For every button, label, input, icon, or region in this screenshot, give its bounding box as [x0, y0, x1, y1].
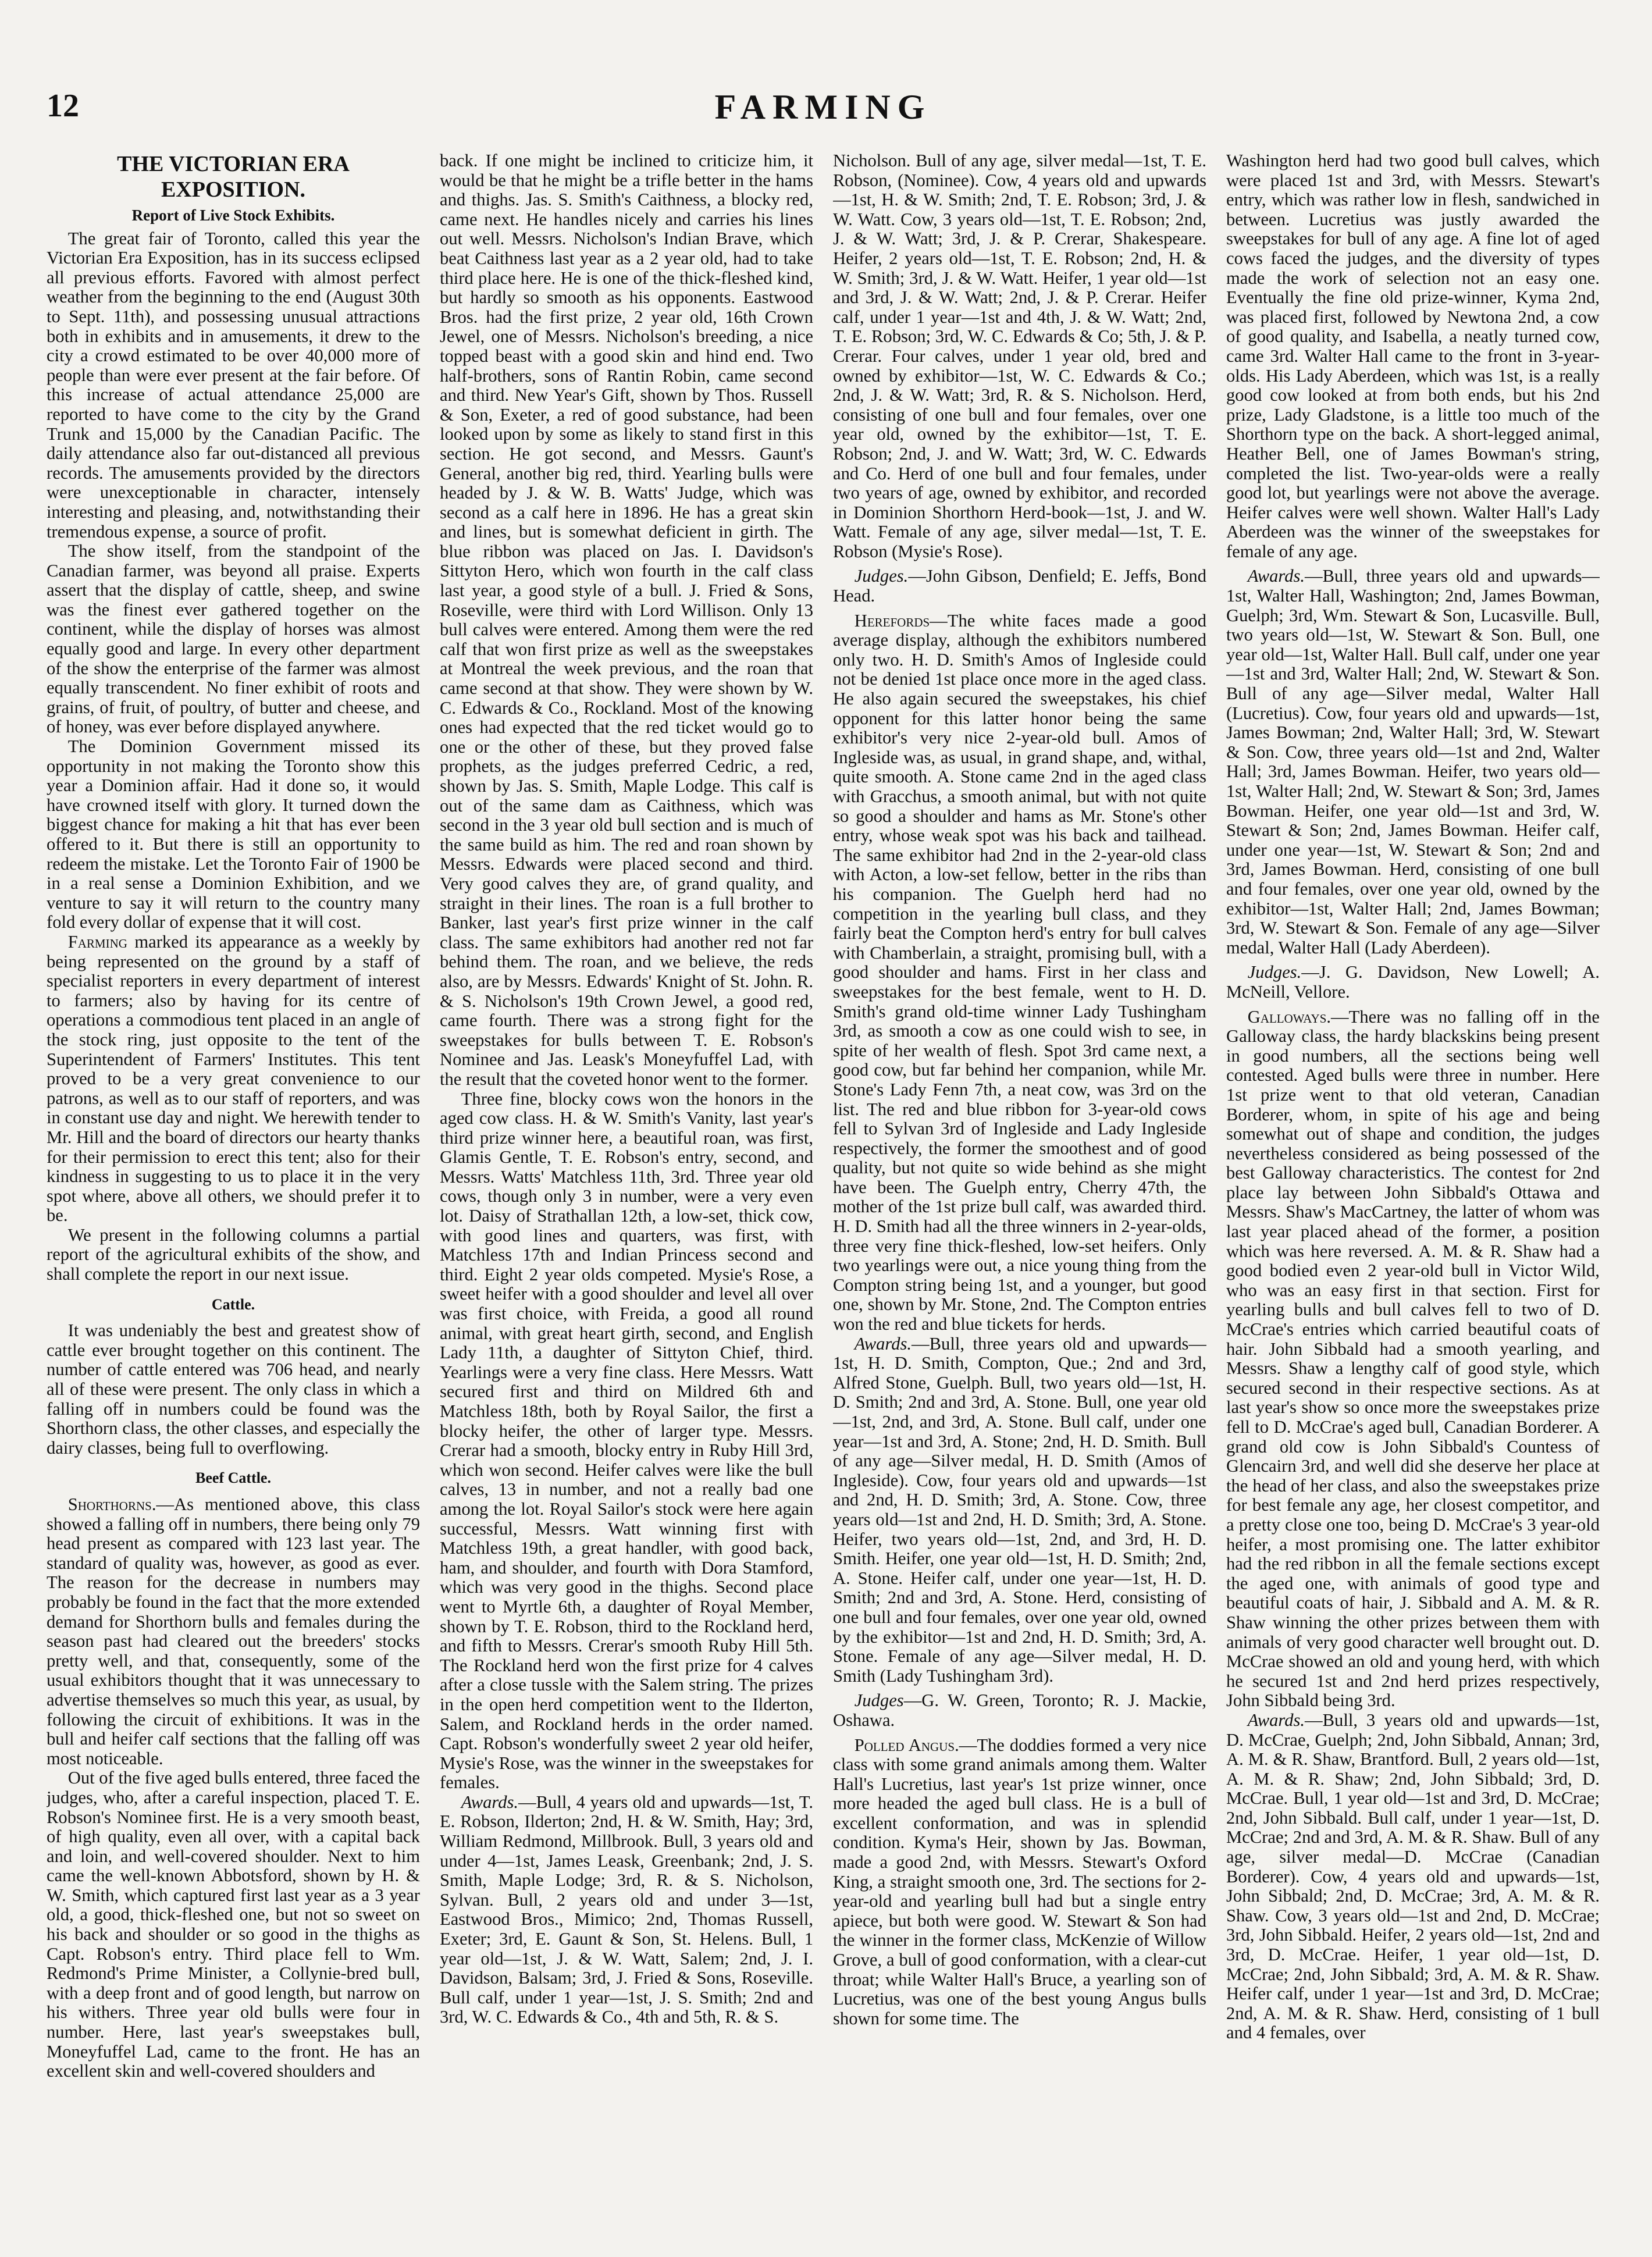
paragraph [833, 611, 1206, 1334]
column-3 [833, 151, 1206, 2222]
judges-body: —J. G. Davidson, New Lowell; A. McNeill, Vellore. [1226, 962, 1600, 1002]
awards-label: Awards. [1247, 1710, 1305, 1730]
paragraph-lead: Polled Angus. [854, 1735, 959, 1755]
judges-body: —G. W. Green, Toronto; R. J. Mackie, Oshawa. [833, 1690, 1206, 1730]
judges-line [833, 1691, 1206, 1730]
paragraph: back. If one might be inclined to criticize him, it would be that he might be a trifle better in the hams and thighs. Jas. S. Smith's Caithness, a blocky red, came next. He handles nicely and carries his lines out well. Messrs. Nicholson's Indian Brave, which beat Caithness last year as a 2 year old, had to take third place here. He is one of the thick-fleshed kind, but hardly so smooth as his opponents. Eastwood Bros. had the first prize, 2 year old, 16th Crown Jewel, one of Messrs. Nicholson's breeding, a nice topped beast with a good skin and hind end. Two half-brothers, sons of Rantin Robin, came second and third. New Year's Gift, shown by Thos. Russell & Son, Exeter, a red of good substance, had been looked upon by some as likely to stand first in this section. He got second, and Messrs. Gaunt's General, another big red, third. Yearling bulls were headed by J. & W. B. Watts' Judge, which was second as a calf here in 1896. He has a great skin and lines, but is somewhat deficient in girth. The blue ribbon was placed on Jas. I. Davidson's Sittyton Hero, which won fourth in the calf class last year, a good style of a bull. J. Fried & Sons, Roseville, were third with Lord Willison. Only 13 bull calves were entered. Among them were the red calf that won first prize as well as the sweepstakes at Montreal the week previous, and the roan that came second at that show. They were shown by W. C. Edwards & Co., Rockland. Most of the knowing ones had expected that the red ticket would go to one or the other of these, but they proved false prophets, as the judges preferred Cedric, a red, shown by Jas. S. Smith, Maple Lodge. This calf is out of the same dam as Caithness, which was second in the 3 year old bull section and is much of the same build as him. The red and roan shown by Messrs. Edwards were placed second and third. Very good calves they are, of grand quality, and straight in their lines. The roan is a full brother to Banker, last year's first prize winner in the calf class. The same exhibitors had another red not far behind them. The roan, and we believe, the reds also, are by Messrs. Edwards' Knight of St. John. R. & S. Nicholson's 19th Crown Jewel, a good red, came fourth. There was a strong fight for the sweepstakes for bulls between T. E. Robson's Nominee and Jas. Leask's Moneyfuffel Lad, with the result that the coveted honor went to the former. [440, 151, 813, 1089]
awards-label: Awards. [1247, 566, 1305, 586]
paragraph-lead: Herefords [854, 610, 930, 631]
paragraph [47, 932, 420, 1226]
paragraph-lead: Galloways. [1247, 1006, 1331, 1027]
columns [47, 151, 1600, 2222]
running-title: FARMING [714, 88, 932, 126]
paragraph-body: —The doddies formed a very nice class with some grand animals among them. Walter Hall's Lucretius, last year's 1st prize winner, once more headed the aged bull class. He is a bull of excellent conformation, and was in splendid condition. Kyma's Heir, shown by Jas. Bowman, made a good 2nd, with Messrs. Stewart's Oxford King, a straight smooth one, 3rd. The sections for 2-year-old and yearling bull had but a single entry apiece, but both were good. W. Stewart & Son had the winner in the former class, McKenzie of Willow Grove, a bull of good conformation, with a clear-cut throat; while Walter Hall's Bruce, a yearling son of Lucretius, was one of the best young Angus bulls shown for some time. The [833, 1735, 1206, 2028]
paragraph-body: —The white faces made a good average display, although the exhibitors numbered only two. H. D. Smith's Amos of Ingleside could not be denied 1st place once more in the aged class. He also again secured the sweepstakes, his chief opponent for this latter honor being the same exhibitor's very nice 2-year-old bull. Amos of Ingleside was, as usual, in grand shape, and, withal, quite smooth. A. Stone came 2nd in the aged class with Gracchus, a smooth animal, but with not quite so good a shoulder and hams as Mr. Stone's other entry, whose weak spot was his back and tailhead. The same exhibitor had 2nd in the 2-year-old class with Acton, a low-set fellow, better in the ribs than his companion. The Guelph herd had no competition in the yearling bull class, and they fairly beat the Compton herd's entry for bull calves with Chamberlain, a straight, promising bull, with a good shoulder and hams. First in her class and sweepstakes for the best female, went to H. D. Smith's grand old-time winner Lady Tushingham 3rd, as smooth a cow as one could wish to see, in spite of her wealth of flesh. Spot 3rd came next, a good cow, but far behind her companion, while Mr. Stone's Lady Fenn 7th, a neat cow, was 3rd on the list. The red and blue ribbon for 3-year-old cows fell to Sylvan 3rd of Ingleside and Lady Ingleside respectively, the former the smoothest and of good quality, but not quite so wide behind as she might have been. The Guelph entry, Cherry 47th, the mother of the 1st prize bull calf, was awarded third. H. D. Smith had all the three winners in 2-year-olds, three very fine thick-fleshed, low-set heifers. Only two yearlings were out, a nice young thing from the Compton string being 1st, and a younger, but good one, shown by Mr. Stone, 2nd. The Compton entries won the red and blue tickets for herds. [833, 610, 1206, 1334]
awards-body: —Bull, three years old and upwards—1st, H. D. Smith, Compton, Que.; 2nd and 3rd, Alfred Stone, Guelph. Bull, two years old—1st, H. D. Smith; 2nd and 3rd, A. Stone. Bull, one year old—1st, 2nd, and 3rd, A. Stone. Bull calf, under one year—1st and 3rd, A. Stone; 2nd, H. D. Smith. Bull of any age—Silver medal, H. D. Smith (Amos of Ingleside). Cow, four years old and upwards—1st and 2nd, H. D. Smith; 3rd, A. Stone. Cow, three years old—1st and 2nd, H. D. Smith; 3rd, A. Stone. Heifer, two years old—1st, 2nd, and 3rd, H. D. Smith. Heifer, one year old—1st, H. D. Smith; 2nd, A. Stone. Heifer calf, under one year—1st, H. D. Smith; 2nd and 3rd, A. Stone. Herd, consisting of one bull and four females, over one year old, owned by the exhibitor—1st and 2nd, H. D. Smith; 3rd, A. Stone. Female of any age—Silver medal, H. D. Smith (Lady Tushingham 3rd). [833, 1333, 1206, 1686]
judges-label: Judges. [1247, 962, 1302, 982]
awards-body: —Bull, three years old and upwards—1st, Walter Hall, Washington; 2nd, James Bowman, Guelph; 3rd, Wm. Stewart & Son, Lucasville. Bull, two years old—1st, W. Stewart & Son. Bull, one year old—1st, Walter Hall. Bull calf, under one year—1st and 3rd, Walter Hall; 2nd, W. Stewart & Son. Bull of any age—Silver medal, Walter Hall (Lucretius). Cow, four years old and upwards—1st, James Bowman; 2nd, Walter Hall; 3rd, W. Stewart & Son. Cow, three years old—1st and 2nd, Walter Hall; 3rd, James Bowman. Heifer, two years old—1st, Walter Hall; 2nd, W. Stewart & Son; 3rd, James Bowman. Heifer, one year old—1st and 3rd, W. Stewart & Son; 2nd, James Bowman. Heifer calf, under one year—1st, W. Stewart & Son; 2nd and 3rd, James Bowman. Herd, consisting of one bull and four females, over one year old, owned by the exhibitor—1st, Walter Hall; 2nd, James Bowman; 3rd, W. Stewart & Son. Female of any age—Silver medal, Walter Hall (Lady Aberdeen). [1226, 566, 1600, 957]
page-header [47, 87, 1600, 151]
paragraph-body: —As mentioned above, this class showed a falling off in numbers, there being only 79 head present as compared with 123 last year. The standard of quality was, however, as good as ever. The reason for the decrease in numbers may probably be found in the fact that the more extended demand for Shorthorn bulls and females during the season past had cleared out the breeders' stocks pretty well, and that, consequently, some of the usual exhibitors thought that it was unnecessary to advertise themselves so much this year, as usual, by following the circuit of exhibitions. It was in the bull and heifer calf sections that the falling off was most noticeable. [47, 1494, 420, 1768]
paragraph [1226, 1008, 1600, 1711]
section-heading: Cattle. [211, 1295, 255, 1313]
judges-line [833, 567, 1206, 606]
judges-body: —John Gibson, Denfield; E. Jeffs, Bond Head. [833, 566, 1206, 606]
awards-paragraph [833, 1334, 1206, 1686]
judges-label: Judges [854, 1690, 904, 1711]
paragraph-lead: Shorthorns. [67, 1494, 156, 1514]
awards-label: Awards. [854, 1333, 912, 1354]
paragraph: The show itself, from the standpoint of the Canadian farmer, was beyond all praise. Experts assert that the display of cattle, sheep, and swine was the finest ever gathered together on the continent, while the display of horses was almost equally good and large. In every other department of the show the enterprise of the farmer was almost equally transcendent. No finer exhibit of roots and grains, of fruit, of poultry, of butter and cheese, and of honey, was ever before displayed anywhere. [47, 541, 420, 737]
paragraph: Washington herd had two good bull calves, which were placed 1st and 3rd, with Messrs. Stewart's entry, which was rather low in flesh, sandwiched in between. Lucretius was justly awarded the sweepstakes for bull of any age. A fine lot of aged cows faced the judges, and the diversity of types made the work of selection not an easy one. Eventually the fine old prize-winner, Kyma 2nd, was placed first, followed by Newtona 2nd, a cow of good quality, and Isabella, a neatly turned cow, came 3rd. Walter Hall came to the front in 3-year-olds. His Lady Aberdeen, which was 1st, is a really good cow looked at from both ends, but his 2nd prize, Lady Gladstone, is a little too much of the Shorthorn type on the back. A short-legged animal, Heather Bell, one of James Bowman's string, completed the list. Two-year-olds were a really good lot, but yearlings were not above the average. Heifer calves were well shown. Walter Hall's Lady Aberdeen was the winner of the sweepstakes for female of any age. [1226, 151, 1600, 561]
judges-label: Judges. [854, 566, 909, 586]
column-1 [47, 151, 420, 2222]
paragraph [833, 1736, 1206, 2029]
awards-label: Awards. [461, 1792, 519, 1812]
column-2 [440, 151, 813, 2222]
judges-line [1226, 963, 1600, 1002]
paragraph: Three fine, blocky cows won the honors in the aged cow class. H. & W. Smith's Vanity, last year's third prize winner here, a beautiful roan, was first, Glamis Gentle, T. E. Robson's entry, second, and Messrs. Watts' Matchless 11th, 3rd. Three year old cows, though only 3 in number, were a very even lot. Daisy of Strathallan 12th, a low-set, thick cow, with good lines and quarters, was first, with Matchless 17th and Indian Princess second and third. Eight 2 year olds competed. Mysie's Rose, a sweet heifer with a good shoulder and level all over was first choice, with Freida, a good all round animal, with great heart girth, second, and English Lady 11th, a daughter of Sittyton Chief, third. Yearlings were a very fine class. Here Messrs. Watt secured first and third on Mildred 6th and Matchless 18th, both by Royal Sailor, the first a blocky heifer, the other of larger type. Messrs. Crerar had a smooth, blocky entry in Ruby Hill 3rd, which won second. Heifer calves were like the bull calves, 13 in number, and not a really bad one among the lot. Royal Sailor's stock were here again successful, Messrs. Watt winning first with Matchless 19th, a great handler, with good back, ham, and shoulder, and fourth with Dora Stamford, which was very good in the thighs. Second place went to Myrtle 6th, a daughter of Royal Member, shown by T. E. Robson, third to the Rockland herd, and fifth to Messrs. Crerar's smooth Ruby Hill 5th. The Rockland herd won the first prize for 4 calves after a close tussle with the Salem string. The prizes in the open herd competition went to the Ilderton, Salem, and Rockland herds in the order named. Capt. Robson's wonderfully sweet 2 year old heifer, Mysie's Rose, was the winner in the sweepstakes for females. [440, 1088, 813, 1793]
awards-paragraph [1226, 1711, 1600, 2043]
article-title: THE VICTORIAN ERA EXPOSITION. [117, 152, 350, 202]
paragraph: It was undeniably the best and greatest show of cattle ever brought together on this continent. The number of cattle entered was 706 head, and nearly all of these were present. The only class in which a falling off in numbers could be found was the Shorthorn class, the other classes, and especially the dairy classes, being full to overflowing. [47, 1320, 420, 1458]
article-subtitle: Report of Live Stock Exhibits. [131, 207, 335, 224]
page-number: 12 [47, 88, 79, 124]
paragraph-body: —There was no falling off in the Galloway class, the hardy blackskins being present in good numbers, all the sections being well contested. Aged bulls were three in number. Here 1st prize went to that old veteran, Canadian Borderer, whom, in spite of his age and being somewhat out of shape and condition, the judges nevertheless considered as being possessed of the best Galloway characteristics. The contest for 2nd place lay between John Sibbald's Ottawa and Messrs. Shaw's MacCartney, the latter of whom was last year placed ahead of the former, a position which was here reversed. A. M. & R. Shaw had a good bodied even 2 year-old bull in Victor Wild, who was an easy first in that section. First for yearling bulls and bull calves fell to two of D. McCrae's entries which carried beautiful coats of hair. John Sibbald had a smooth yearling, and Messrs. Shaw a lengthy calf of good style, which secured second in their respective sections. As at last year's show so once more the sweepstakes prize fell to D. McCrae's aged bull, Canadian Borderer. A grand old cow is John Sibbald's Countess of Glencairn 3rd, and well did she deserve her place at the head of her class, and also the sweepstakes prize for best female any age, her closest competitor, and a pretty close one too, being D. McCrae's 3 year-old heifer, a most promising one. The latter exhibitor had the red ribbon in all the female sections except the aged one, with animals of good type and beautiful coats of hair, J. Sibbald and A. M. & R. Shaw winning the other prizes between them with animals of very good character well brought out. D. McCrae showed an old and young herd, with which he secured 1st and 2nd herd prizes respectively, John Sibbald being 3rd. [1226, 1006, 1600, 1711]
awards-paragraph [1226, 567, 1600, 957]
paragraph-body: marked its appearance as a weekly by being represented on the ground by a staff of specialist reporters in every department of interest to farmers; also by having for its centre of operations a commodious tent placed in an angle of the stock ring, just opposite to the tent of the Superintendent of Farmers' Institutes. This tent proved to be a very great convenience to our patrons, as well as to our staff of reporters, and was in constant use day and night. We herewith tender to Mr. Hill and the board of directors our hearty thanks for their permission to erect this tent; also for their kindness in suggesting to us to place it in the very spot where, above all others, we should prefer it to be. [47, 931, 420, 1226]
paragraph: The great fair of Toronto, called this year the Victorian Era Exposition, has in its success eclipsed all previous efforts. Favored with almost perfect weather from the beginning to the end (August 30th to Sept. 11th), and possessing unusual attractions both in exhibits and in amusements, it drew to the city a crowd estimated to be over 40,000 more of people than were ever present at the fair before. Of this increase of actual attendance 25,000 are reported to have come to the city by the Grand Trunk and 15,000 by the Canadian Pacific. The daily attendance also far out-distanced all previous records. The amusements provided by the directors were unexceptionable in character, intensely interesting and pleasing, and, notwithstanding their tremendous expense, a source of profit. [47, 228, 420, 542]
paragraph: We present in the following columns a partial report of the agricultural exhibits of the show, and shall complete the report in our next issue. [47, 1224, 420, 1284]
column-4 [1226, 151, 1600, 2222]
paragraph [47, 1495, 420, 1768]
awards-body: —Bull, 3 years old and upwards—1st, D. McCrae, Guelph; 2nd, John Sibbald, Annan; 3rd, A. M. & R. Shaw, Brantford. Bull, 2 years old—1st, A. M. & R. Shaw; 2nd, John Sibbald; 3rd, D. McCrae. Bull, 1 year old—1st and 3rd, D. McCrae; 2nd, John Sibbald. Bull calf, under 1 year—1st, D. McCrae; 2nd and 3rd, A. M. & R. Shaw. Bull of any age, silver medal—D. McCrae (Canadian Borderer). Cow, 4 years old and upwards—1st, John Sibbald; 2nd, D. McCrae; 3rd, A. M. & R. Shaw. Cow, 3 years old—1st and 2nd, D. McCrae; 3rd, John Sibbald. Heifer, 2 years old—1st, 2nd and 3rd, D. McCrae. Heifer, 1 year old—1st, D. McCrae; 2nd, John Sibbald; 3rd, A. M. & R. Shaw. Heifer calf, under 1 year—1st and 3rd, D. McCrae; 2nd, A. M. & R. Shaw. Herd, consisting of 1 bull and 4 females, over [1226, 1710, 1600, 2043]
section-heading: Beef Cattle. [195, 1469, 271, 1487]
paragraph: Out of the five aged bulls entered, three faced the judges, who, after a careful inspection, placed T. E. Robson's Nominee first. He is a very smooth beast, of high quality, even all over, with a capital back and loin, and well-covered shoulder. Next to him came the well-known Abbotsford, shown by H. & W. Smith, which captured first last year as a 3 year old, a good, thick-fleshed one, but not so sweet on his back and shoulder or so good in the thighs as Capt. Robson's entry. Third place fell to Wm. Redmond's Prime Minister, a Collynie-bred bull, with a deep front and of good length, but narrow on his withers. Three year old bulls were four in number. Here, last year's sweepstakes bull, Moneyfuffel Lad, came to the front. He has an excellent skin and well-covered shoulders and [47, 1768, 420, 2081]
paragraph: The Dominion Government missed its opportunity in not making the Toronto show this year a Dominion affair. Had it done so, it would have crowned itself with glory. It turned down the biggest chance for making a hit that has ever been offered to it. But there is still an opportunity to redeem the mistake. Let the Toronto Fair of 1900 be in a real sense a Dominion Exhibition, and we venture to say it will return to the country many fold every dollar of expense that it will cost. [47, 736, 420, 932]
awards-paragraph [440, 1793, 813, 2027]
awards-body: —Bull, 4 years old and upwards—1st, T. E. Robson, Ilderton; 2nd, H. & W. Smith, Hay; 3rd, William Redmond, Millbrook. Bull, 3 years old and under 4—1st, James Leask, Greenbank; 2nd, J. S. Smith, Maple Lodge; 3rd, R. & S. Nicholson, Sylvan. Bull, 2 years old and under 3—1st, Eastwood Bros., Mimico; 2nd, Thomas Russell, Exeter; 3rd, E. Gaunt & Son, St. Helens. Bull, 1 year old—1st, J. & W. Watt, Salem; 2nd, J. I. Davidson, Balsam; 3rd, J. Fried & Sons, Roseville. Bull calf, under 1 year—1st, J. S. Smith; 2nd and 3rd, W. C. Edwards & Co., 4th and 5th, R. & S. [440, 1792, 813, 2027]
paragraph-lead: Farming [67, 931, 127, 952]
paragraph: Nicholson. Bull of any age, silver medal—1st, T. E. Robson, (Nominee). Cow, 4 years old and upwards—1st, H. & W. Smith; 2nd, T. E. Robson; 3rd, J. & W. Watt. Cow, 3 years old—1st, T. E. Robson; 2nd, J. & W. Watt; 3rd, J. & P. Crerar, Shakespeare. Heifer, 2 years old—1st, T. E. Robson; 2nd, H. & W. Smith; 3rd, J. & W. Watt. Heifer, 1 year old—1st and 3rd, J. & W. Watt; 2nd, J. & P. Crerar. Heifer calf, under 1 year—1st and 4th, J. & W. Watt; 2nd, T. E. Robson; 3rd, W. C. Edwards & Co; 5th, J. & P. Crerar. Four calves, under 1 year old, bred and owned by exhibitor—1st, W. C. Edwards & Co.; 2nd, J. & W. Watt; 3rd, R. & S. Nicholson. Herd, consisting of one bull and four females, over one year old, owned by the exhibitor—1st, T. E. Robson; 2nd, J. and W. Watt; 3rd, W. C. Edwards and Co. Herd of one bull and four females, under two years of age, owned by exhibitor, and recorded in Dominion Shorthorn Herd-book—1st, J. and W. Watt. Female of any age, silver medal—1st, T. E. Robson (Mysie's Rose). [833, 151, 1206, 561]
